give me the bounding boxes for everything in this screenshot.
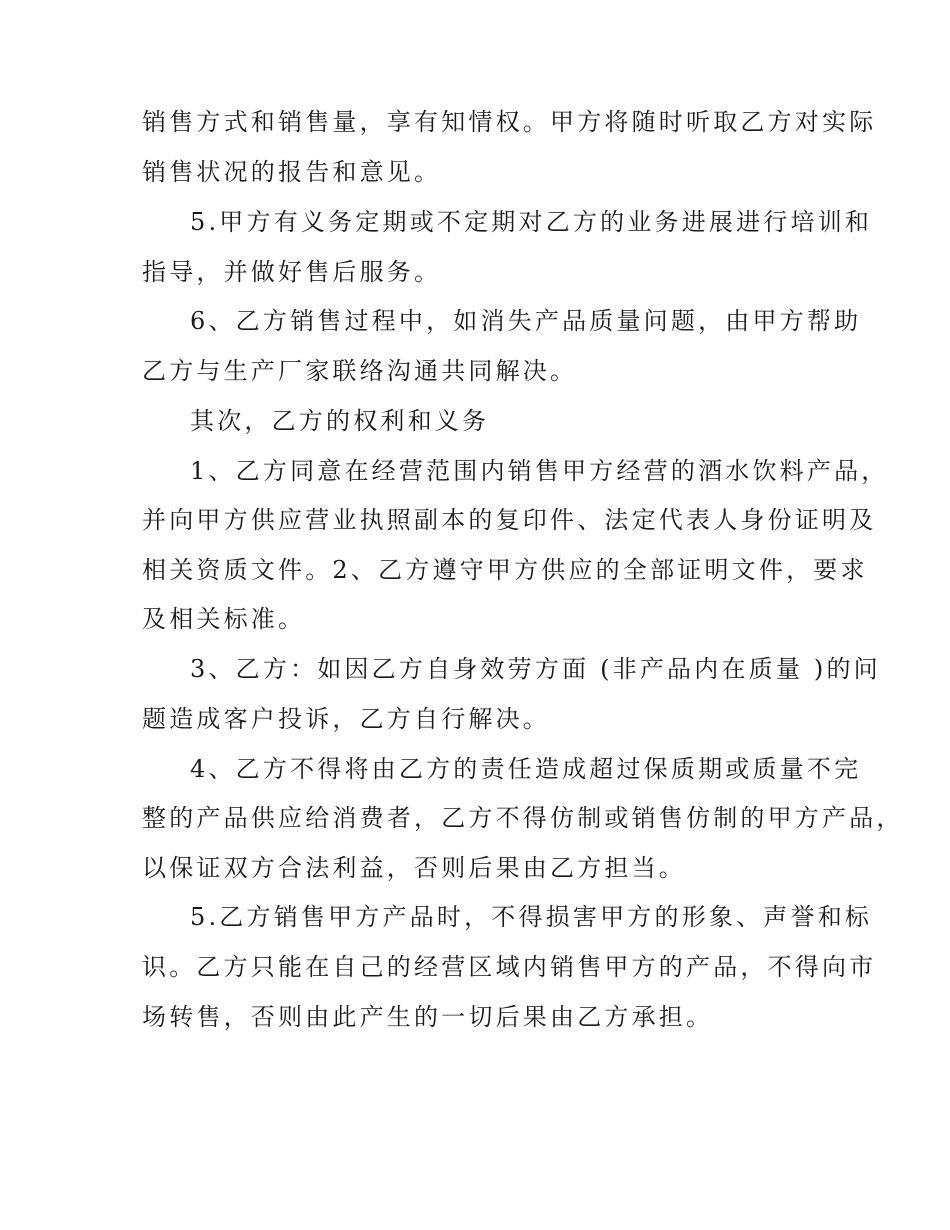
paragraph-line: 1、乙方同意在经营范围内销售甲方经营的酒水饮料产品， bbox=[190, 457, 889, 485]
paragraph-line: 相关资质文件。2、乙方遵守甲方供应的全部证明文件，要求 bbox=[142, 556, 868, 584]
paragraph-line: 指导，并做好售后服务。 bbox=[142, 258, 442, 286]
paragraph-line: 3、乙方：如因乙方自身效劳方面 (非产品内在质量 )的问 bbox=[190, 655, 881, 683]
paragraph-line: 以保证双方合法利益，否则后果由乙方担当。 bbox=[142, 854, 686, 882]
paragraph-line: 场转售，否则由此产生的一切后果由乙方承担。 bbox=[142, 1003, 714, 1031]
paragraph-line: 4、乙方不得将由乙方的责任造成超过保质期或质量不完 bbox=[190, 755, 862, 783]
paragraph-line: 6、乙方销售过程中，如消失产品质量问题，由甲方帮助 bbox=[190, 307, 862, 335]
section-heading: 其次，乙方的权利和义务 bbox=[190, 407, 490, 435]
paragraph-line: 及相关标准。 bbox=[142, 605, 306, 633]
paragraph-line: 并向甲方供应营业执照副本的复印件、法定代表人身份证明及 bbox=[142, 506, 877, 534]
paragraph-line: 题造成客户投诉，乙方自行解决。 bbox=[142, 705, 550, 733]
paragraph-line: 识。乙方只能在自己的经营区域内销售甲方的产品，不得向市 bbox=[142, 953, 877, 981]
paragraph-line: 销售状况的报告和意见。 bbox=[142, 158, 442, 186]
paragraph-line: 5.乙方销售甲方产品时，不得损害甲方的形象、声誉和标 bbox=[190, 903, 873, 931]
paragraph-line: 整的产品供应给消费者，乙方不得仿制或销售仿制的甲方产品， bbox=[142, 804, 904, 832]
paragraph-line: 5.甲方有义务定期或不定期对乙方的业务进展进行培训和 bbox=[190, 208, 873, 236]
paragraph-line: 乙方与生产厂家联络沟通共同解决。 bbox=[142, 357, 578, 385]
paragraph-line: 销售方式和销售量，享有知情权。甲方将随时听取乙方对实际 bbox=[142, 108, 877, 136]
